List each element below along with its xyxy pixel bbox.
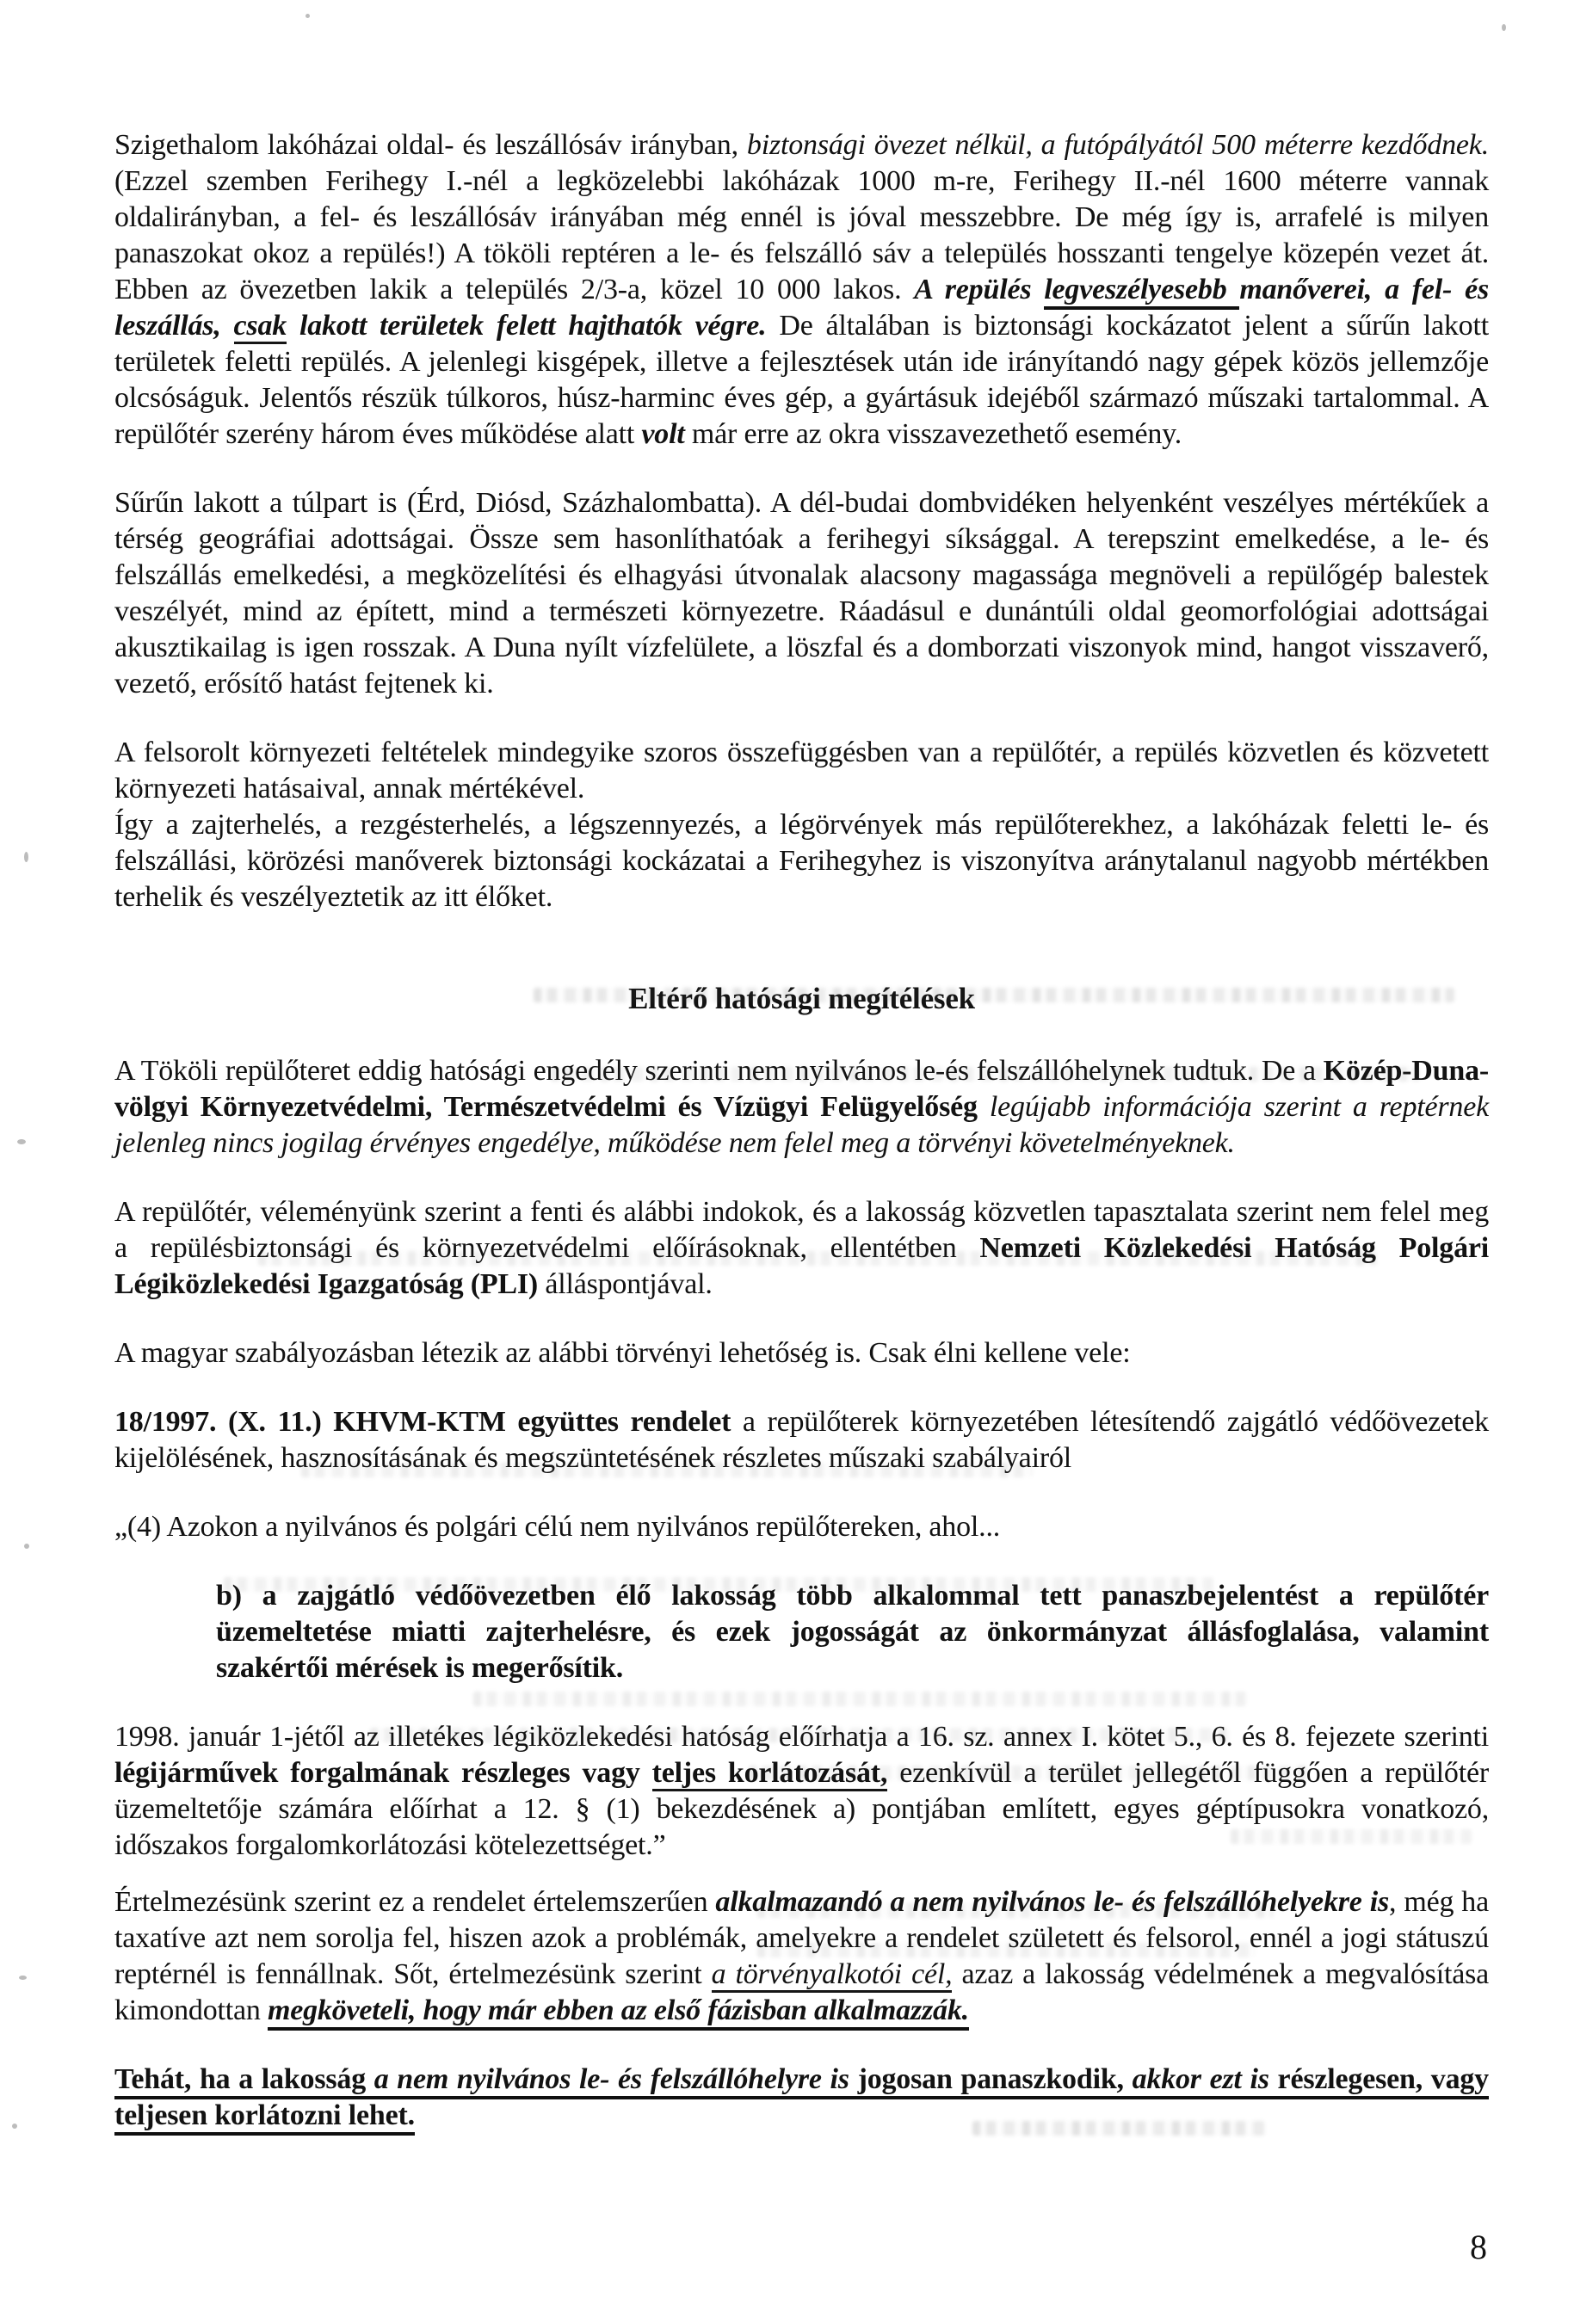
text-run: álláspontjával. xyxy=(538,1268,713,1300)
text-run: csak xyxy=(234,310,287,344)
text-run: , még ha taxatíve azt nem sorolja fel, hiszen azok a problémák, amelyekre a rendelet született és felsorol, ennél a jogi státuszú reptérnél is fennállnak. Sőt, értelmezésünk szerint xyxy=(114,1886,1489,1990)
text-run: a nem nyilvános le- és felszállóhelyre is xyxy=(374,2063,849,2099)
text-run: A Tököli repülőteret eddig hatósági engedély szerinti nem nyilvános le-és felszállóhelynek tudtuk. De a xyxy=(114,1055,1324,1087)
text-run: Szigethalom lakóházai oldal- és leszállósáv irányban, xyxy=(114,129,747,161)
text-run: biztonsági övezet nélkül, a futópályától 500 méterre kezdődnek. xyxy=(746,129,1489,161)
text-run: alkalmazandó a nem nyilvános le- és felszállóhelyekre is xyxy=(715,1886,1389,1918)
scan-bleed-artifact xyxy=(749,1766,1308,1780)
text-run: azaz a lakosság védelmének a megvalósítása kimondottan xyxy=(114,1958,1490,2026)
text-run: légijárművek forgalmának részleges vagy xyxy=(114,1757,652,1789)
scan-bleed-artifact xyxy=(224,1577,1213,1592)
paragraph-szigethalom xyxy=(114,127,1489,453)
scan-bleed-artifact xyxy=(301,1463,1033,1477)
text-column xyxy=(114,127,1489,2167)
text-run: (Ezzel szemben Ferihegy I.-nél a legközelebbi lakóházak 1000 m-re, Ferihegy II.-nél 1600 méterre vannak oldalirányban, a fel- és leszállósáv irányában még ennél is jóval messzebbre. De még így is, arrafelé is milyen panaszokat okoz a repülés!) A tököli reptéren a le- és felszálló sáv a település hosszanti tengelye közepén vezet át. Ebben az övezetben lakik a település 2/3-a, közel 10 000 lakos. xyxy=(114,165,1489,305)
paragraph-felsorolt-feltetelek xyxy=(114,735,1489,807)
text-run: megköveteli, hogy már ebben az első fázisban alkalmazzák. xyxy=(268,1994,969,2031)
text-run: A repülőtér, véleményünk szerint a fenti és alábbi indokok, és a lakosság közvetlen tapasztalata szerint nem felel meg a repülésbiztonsági és környezetvédelmi előírásoknak, ellentétben xyxy=(114,1196,1489,1264)
paragraph-tehat-konkluzio xyxy=(114,2062,1489,2134)
scan-speck xyxy=(24,852,28,862)
text-run: a repülőterek környezetében létesítendő zajgátló védőövezetek kijelölésének, hasznosításának és megszüntetésének részletes műszaki szabályairól xyxy=(114,1406,1489,1474)
paragraph-magyar-szabalyozas xyxy=(114,1335,1489,1372)
text-run xyxy=(978,1091,990,1123)
text-run: 18/1997. (X. 11.) KHVM-KTM együttes rendelet xyxy=(114,1406,731,1438)
text-run: A magyar szabályozásban létezik az alábbi törvényi lehetőség is. Csak élni kellene vele: xyxy=(114,1337,1131,1369)
scan-bleed-artifact xyxy=(551,1067,1420,1082)
text-run: Nemzeti Közlekedési Hatóság Polgári Légiközlekedési Igazgatóság (PLI) xyxy=(114,1232,1490,1300)
paragraph-surun-lakott xyxy=(114,485,1489,702)
scan-speck xyxy=(19,1976,27,1980)
text-run: legveszélyesebb xyxy=(1044,274,1239,310)
scan-bleed-artifact xyxy=(1231,1829,1472,1844)
text-run: b) a zajgátló védőövezetben élő lakosság több alkalommal tett panaszbejelentést a repülőtér üzemeltetése miatti zajterhelésre, és ezek jogosságát az önkormányzat állásfoglalása, valamint szakértői mérések is megerősítik. xyxy=(216,1580,1489,1684)
text-run: Közép-Duna-völgyi Környezetvédelmi, Természetvédelmi és Vízügyi Felügyelőség xyxy=(114,1055,1489,1123)
text-run: Sűrűn lakott a túlpart is (Érd, Diósd, Százhalombatta). A dél-budai dombvidéken helyenként veszélyes mértékűek a térség geográfiai adottságai. Össze sem hasonlíthatóak a ferihegyi síksággal. A terepszint emelkedése, a le- és felszállás emelkedési, a megközelítési és elhagyási útvonalak alacsony magassága megnöveli a repülőgép balestek veszélyét, mind az épített, mind a természeti környezetre. Ráadásul e dunántúli oldal geomorfológiai adottságai akusztikailag is igen rosszak. A Duna nyílt vízfelülete, a löszfal és a domborzati viszonyok mind, hangot visszaverő, vezető, erősítő hatást fejtenek ki. xyxy=(114,487,1489,700)
text-run: Így a zajterhelés, a rezgésterhelés, a légszennyezés, a légörvények más repülőterekhez, a lakóházak feletti le- és felszállási, körözési manőverek biztonsági kockázatai a Ferihegyhez is viszonyítva aránytalanul nagyobb mértékben terhelik és veszélyeztetik az itt élőket. xyxy=(114,809,1489,913)
text-run: már erre az okra visszavezethető esemény. xyxy=(684,418,1182,450)
scan-speck xyxy=(1502,24,1506,31)
text-run: volt xyxy=(641,418,685,450)
scan-bleed-artifact xyxy=(534,988,1454,1002)
text-run: De általában is biztonsági kockázatot jelent a sűrűn lakott területek feletti repülés. A jelenlegi kisgépek, illetve a fejlesztések után ide irányítandó nagy gépek közös jellemzője olcsóságuk. Jelentős részük túlkoros, húsz-harminc éves gép, a gyártásuk idejéből származó műszaki tartalommal. A repülőtér szerény három éves működése alatt xyxy=(114,310,1489,450)
text-run: lakott területek felett hajthatók végre. xyxy=(287,310,767,342)
text-run: 1998. január 1-jétől az illetékes légiközlekedési hatóság előírhatja a 16. sz. annex I. kötet 5., 6. és 8. fejezete szerinti xyxy=(114,1721,1489,1753)
text-run: manőverei, a fel- és leszállás, xyxy=(114,274,1489,342)
text-run: legújabb információja szerint a reptérnek jelenleg nincs jogilag érvényes engedélye, működése nem felel meg a törvényi követelményeknek. xyxy=(114,1091,1489,1159)
text-run: A repülés xyxy=(914,274,1045,305)
paragraph-b-pont xyxy=(216,1578,1489,1686)
page-number: 8 xyxy=(1470,2228,1487,2266)
text-run: ezenkívül a terület jellegétől függően a repülőtér üzemeltetője számára előírhat a 12. § (1) bekezdésének a) pontjában említett, egyes géptípusokra vonatkozó, időszakos forgalomkorlátozási kötelezettséget.” xyxy=(114,1757,1489,1861)
paragraph-zajterheles xyxy=(114,807,1489,915)
text-run: akkor ezt is xyxy=(1133,2063,1269,2099)
text-run: A felsorolt környezeti feltételek mindegyike szoros összefüggésben van a repülőtér, a repülés közvetlen és közvetett környezeti hatásaival, annak mértékével. xyxy=(114,737,1489,804)
text-run: részlegesen, vagy teljesen korlátozni lehet. xyxy=(114,2063,1489,2136)
scan-bleed-artifact xyxy=(473,1692,1248,1706)
text-run: Értelmezésünk szerint ez a rendelet értelemszerűen xyxy=(114,1886,716,1918)
text-run: teljes korlátozását, xyxy=(652,1757,888,1791)
paragraph-velemenyunk xyxy=(114,1194,1489,1303)
scan-bleed-artifact xyxy=(757,1943,1256,1957)
section-heading: Eltérő hatósági megítélések xyxy=(628,982,975,1015)
text-run: „(4) Azokon a nyilvános és polgári célú nem nyilvános repülőtereken, ahol... xyxy=(114,1511,1001,1543)
scan-speck xyxy=(306,14,310,18)
scan-bleed-artifact xyxy=(370,1728,1231,1742)
scan-bleed-artifact xyxy=(972,2121,1265,2136)
scan-speck xyxy=(17,1139,26,1144)
scan-speck xyxy=(24,1544,29,1549)
scan-speck xyxy=(12,2124,17,2129)
text-run: a törvényalkotói cél, xyxy=(712,1958,953,1993)
text-run: Tehát, ha a lakosság xyxy=(114,2063,374,2099)
scan-bleed-artifact xyxy=(757,1903,1274,1918)
text-run: jogosan panaszkodik, xyxy=(849,2063,1133,2099)
paragraph-idezet-4 xyxy=(114,1509,1489,1545)
scan-bleed-artifact xyxy=(258,1251,1377,1266)
